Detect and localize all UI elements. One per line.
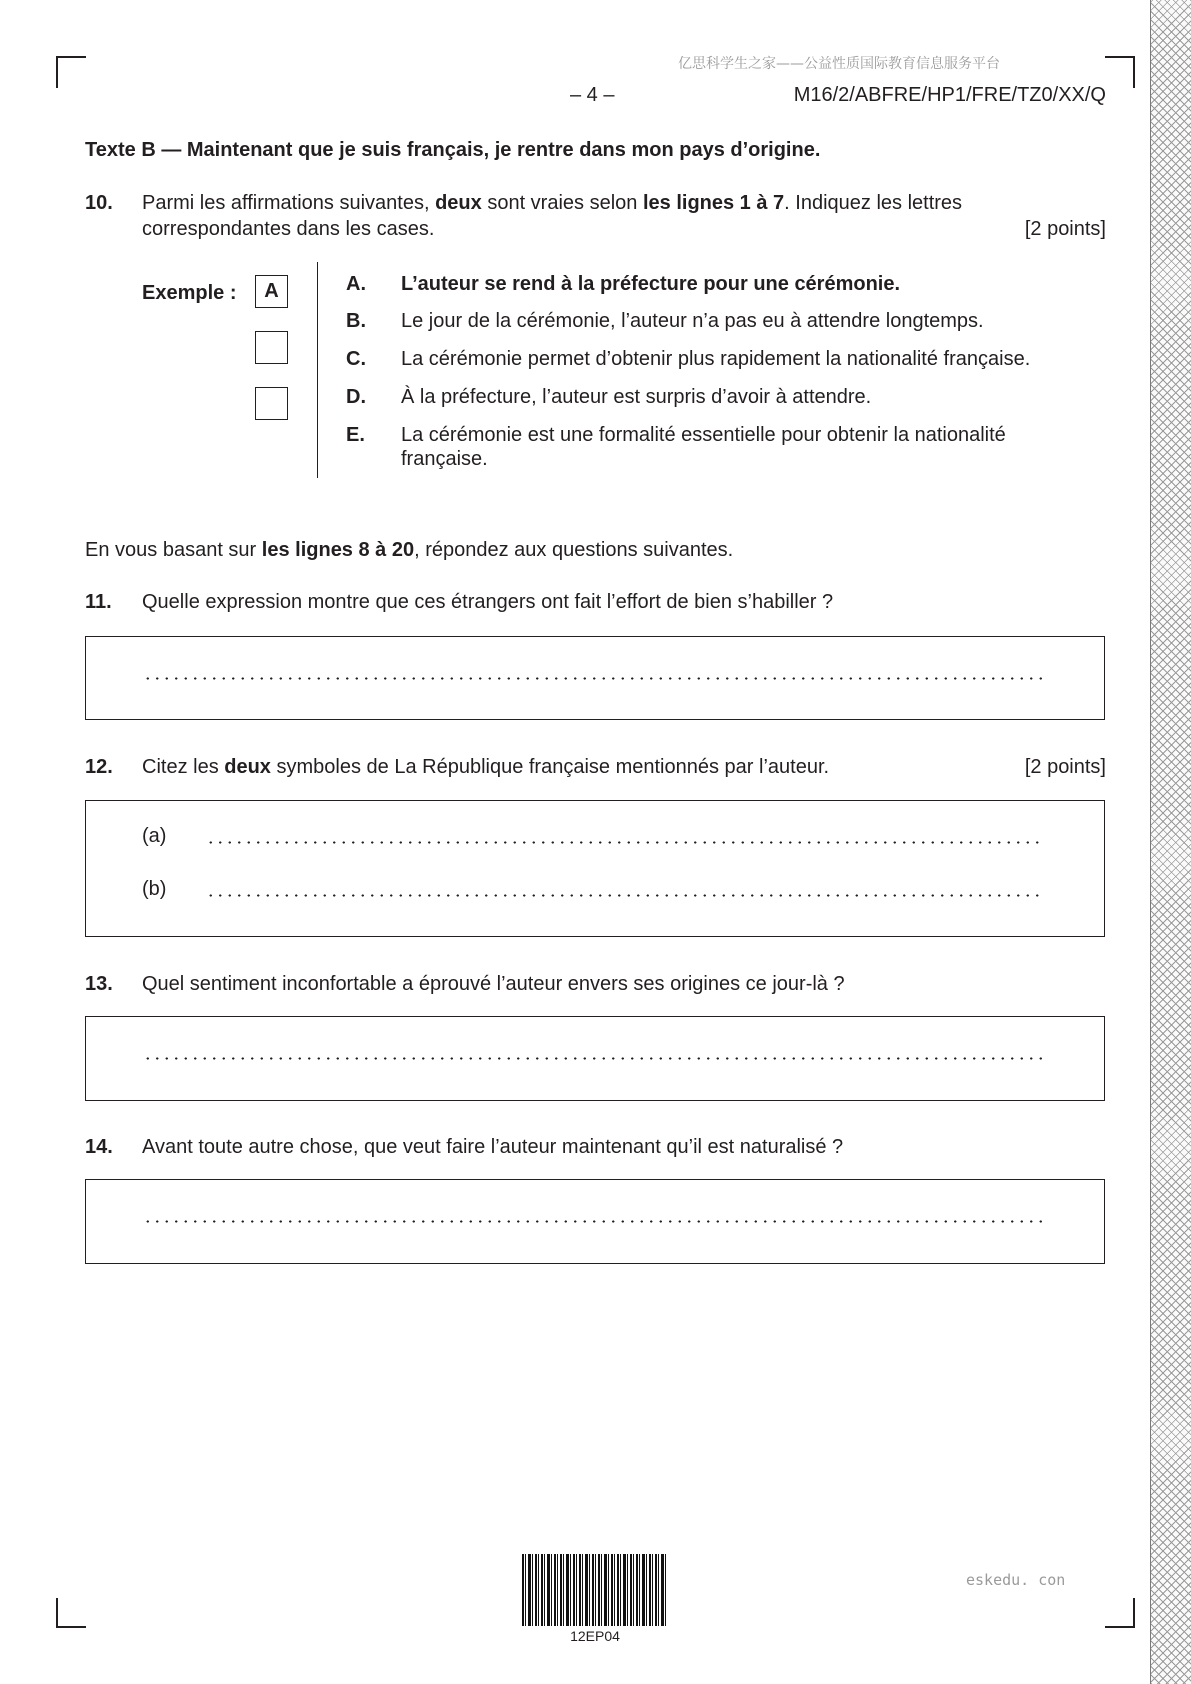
option-letter-c: C. bbox=[346, 348, 366, 370]
option-letter-d: D. bbox=[346, 386, 366, 408]
section-title: Texte B — Maintenant que je suis français, je rentre dans mon pays d’origine. bbox=[85, 139, 821, 161]
q13-number: 13. bbox=[85, 973, 113, 995]
barcode-label: 12EP04 bbox=[570, 1628, 620, 1644]
q13-text: Quel sentiment inconfortable a éprouvé l’auteur envers ses origines ce jour-là ? bbox=[142, 973, 845, 995]
q13-answer-line[interactable] bbox=[143, 1057, 1045, 1060]
q14-text: Avant toute autre chose, que veut faire l’auteur maintenant qu’il est naturalisé ? bbox=[142, 1136, 844, 1158]
crop-mark-top-right bbox=[1105, 56, 1135, 88]
q12-answer-line-a[interactable] bbox=[206, 841, 1045, 844]
crop-mark-bottom-left bbox=[56, 1598, 86, 1628]
q14-number: 14. bbox=[85, 1136, 113, 1158]
option-text-a: L’auteur se rend à la préfecture pour une cérémonie. bbox=[401, 273, 901, 295]
option-letter-a: A. bbox=[346, 273, 366, 295]
instructions-intro: En vous basant sur les lignes 8 à 20, répondez aux questions suivantes. bbox=[85, 539, 734, 561]
exam-code: M16/2/ABFRE/HP1/FRE/TZ0/XX/Q bbox=[793, 84, 1106, 106]
page-number: – 4 – bbox=[570, 84, 615, 106]
margin-hatch-strip bbox=[1150, 0, 1191, 1684]
q10-number: 10. bbox=[85, 192, 113, 214]
q11-number: 11. bbox=[85, 591, 112, 613]
q12-label-b: (b) bbox=[142, 878, 167, 900]
answer-box-1[interactable] bbox=[255, 331, 288, 364]
crop-mark-bottom-right bbox=[1105, 1598, 1135, 1628]
q12-answer-line-b[interactable] bbox=[206, 894, 1045, 897]
crop-mark-top-left bbox=[56, 56, 86, 88]
option-letter-b: B. bbox=[346, 310, 366, 332]
q12-text: Citez les deux symboles de La République française mentionnés par l’auteur. bbox=[142, 756, 830, 778]
option-text-d: À la préfecture, l’auteur est surpris d’avoir à attendre. bbox=[401, 386, 872, 408]
barcode bbox=[522, 1554, 668, 1626]
q10-text-line2: correspondantes dans les cases. bbox=[142, 218, 435, 240]
q12-answer-box[interactable] bbox=[85, 800, 1105, 937]
watermark-bottom: eskedu. con bbox=[966, 1571, 1066, 1589]
q11-text: Quelle expression montre que ces étrangers ont fait l’effort de bien s’habiller ? bbox=[142, 591, 834, 613]
example-box: A bbox=[255, 275, 288, 308]
q12-number: 12. bbox=[85, 756, 113, 778]
q14-answer-line[interactable] bbox=[143, 1220, 1045, 1223]
q10-points: [2 points] bbox=[1024, 218, 1106, 240]
answer-box-2[interactable] bbox=[255, 387, 288, 420]
option-text-e: La cérémonie est une formalité essentielle pour obtenir la nationalité française. bbox=[401, 424, 1006, 470]
q12-label-a: (a) bbox=[142, 825, 167, 847]
example-label: Exemple : bbox=[142, 282, 237, 304]
options-divider bbox=[317, 262, 318, 478]
option-text-c: La cérémonie permet d’obtenir plus rapidement la nationalité française. bbox=[401, 348, 1031, 370]
q11-answer-line[interactable] bbox=[143, 677, 1045, 680]
option-text-b: Le jour de la cérémonie, l’auteur n’a pas eu à attendre longtemps. bbox=[401, 310, 984, 332]
option-letter-e: E. bbox=[346, 424, 365, 446]
q12-points: [2 points] bbox=[1024, 756, 1106, 778]
q10-text: Parmi les affirmations suivantes, deux sont vraies selon les lignes 1 à 7. Indiquez les lettres bbox=[142, 192, 963, 214]
watermark-top: 亿思科学生之家——公益性质国际教育信息服务平台 bbox=[678, 56, 1000, 72]
